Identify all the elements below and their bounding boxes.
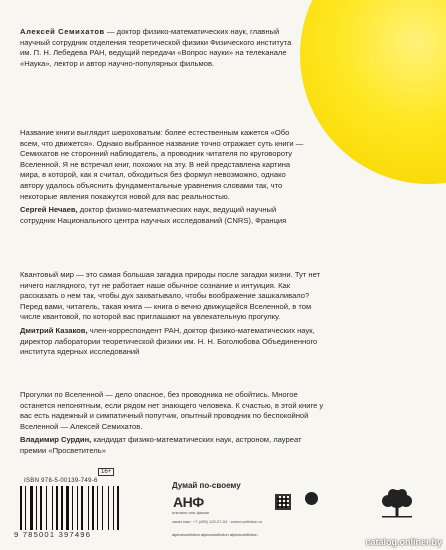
- quote-3: [20, 390, 325, 457]
- barcode-stripe: [81, 486, 83, 530]
- barcode: [14, 478, 126, 542]
- quote-attribution: [20, 205, 310, 226]
- barcode-stripe: [20, 486, 22, 530]
- barcode-stripe: [110, 486, 112, 530]
- author-bio: [20, 27, 302, 69]
- barcode-stripe: [34, 486, 35, 530]
- barcode-stripe: [88, 486, 89, 530]
- quote-author-desc: доктор физико-математических наук, ведущий научный сотрудник Национального центра научных исследований (CNRS), Франция: [20, 205, 287, 225]
- barcode-stripe: [48, 486, 51, 530]
- barcode-stripe: [115, 486, 116, 530]
- quote-attribution: [20, 435, 325, 456]
- quote-2: [20, 270, 325, 358]
- barcode-stripe: [25, 486, 26, 530]
- publisher-name: альпина нон-фикшн: [172, 510, 210, 515]
- quote-1: [20, 128, 310, 226]
- barcode-stripe: [117, 486, 119, 530]
- barcode-stripe: [40, 486, 42, 530]
- barcode-stripe: [23, 486, 24, 530]
- barcode-stripe: [108, 486, 109, 530]
- isbn: ISBN 978-5-00139-749-6: [24, 478, 98, 484]
- author-bio-text: — доктор физико-математических наук, главный научный сотрудник отделения теоретической физики Физического института им. П. Н. Лебедева РАН, ведущий передачи «Вопрос науки» на телеканале «Наука», лектор и автор научно-популярных фильмов.: [20, 27, 292, 68]
- quote-author: Владимир Сурдин,: [20, 435, 92, 445]
- quote-author-desc: член-корреспондент РАН, доктор физико-математических наук, директор лаборатории теоретической физики им. Н. Н. Боголюбова Объединенного института ядерных исследований: [20, 325, 318, 357]
- barcode-stripe: [64, 486, 65, 530]
- barcode-stripe: [84, 486, 87, 530]
- series-name: Думай по-своему: [172, 481, 241, 490]
- age-rating: 16+: [98, 468, 114, 476]
- barcode-stripe: [99, 486, 101, 530]
- barcode-number: 9 785001 397496: [14, 530, 92, 539]
- quote-author: Дмитрий Казаков,: [20, 325, 88, 335]
- quote-text: Название книги выглядит шероховатым: более естественным кажется «Обо всем, что движется». Однако выбранное название точно отражает суть книги — Семихатов не сторонний наблюдатель, а проводник читателя по круговороту Вселенной. Я не встречал книг, похожих на эту. В ней представлена картина мира, в которой, как я считал, обходиться без формул невозможно, однако автору удалось объяснить фундаментальные уравнения словами так, что некоторые явления покажутся новой для вас реальностью.: [20, 128, 304, 201]
- quote-author: Сергей Нечаев,: [20, 205, 78, 215]
- barcode-stripe: [92, 486, 94, 530]
- barcode-stripe: [77, 486, 78, 530]
- barcode-stripe: [90, 486, 91, 530]
- barcode-stripe: [70, 486, 71, 530]
- barcode-stripe: [79, 486, 80, 530]
- quote-text: Квантовый мир — это самая большая загадка природы после загадки жизни. Тут нет ничего наглядного, тут не работает наше обычное сознание и интуиция. Как рассказать о нем так, чтобы дух захватывало, чтобы воображение зашкаливало? Перед вами, читатель, такая книга — книга о вечно движущейся Вселенной, в том числе квантовой, по которой вас приглашают на увлекательную прогулку.: [20, 270, 321, 322]
- quote-attribution: [20, 326, 325, 358]
- barcode-stripe: [27, 486, 29, 530]
- qr-code-icon: [275, 494, 291, 510]
- publisher-contacts: заказ книг: +7 (495) 120-07-04 · www.nonfiction.ru: [172, 519, 263, 524]
- quote-author-desc: кандидат физико-математических наук, астроном, лауреат премии «Просветитель»: [20, 435, 302, 455]
- barcode-stripe: [104, 486, 107, 530]
- quote-text: Прогулки по Вселенной — дело опасное, без проводника не обойтись. Многое останется непонятным, если рядом нет знающего человека. К счастью, в этой книге у вас есть надежный и симпатичный попутчик, опытный проводник по беспокойной Вселенной — Алексей Семихатов.: [20, 390, 324, 431]
- award-badge-icon: [305, 492, 318, 505]
- barcode-stripe: [46, 486, 47, 530]
- barcode-bars: [20, 486, 124, 530]
- tree-icon: [376, 487, 418, 519]
- watermark: catalog.onliner.by: [365, 537, 442, 547]
- barcode-stripe: [72, 486, 73, 530]
- author-name: Алексей Семихатов: [20, 27, 105, 36]
- barcode-stripe: [113, 486, 114, 530]
- barcode-stripe: [97, 486, 98, 530]
- barcode-stripe: [61, 486, 63, 530]
- barcode-stripe: [74, 486, 76, 530]
- barcode-stripe: [54, 486, 55, 530]
- barcode-stripe: [36, 486, 37, 530]
- publisher-logo: АНФ: [173, 494, 204, 510]
- barcode-stripe: [120, 486, 121, 530]
- barcode-stripe: [102, 486, 103, 530]
- barcode-stripe: [59, 486, 60, 530]
- barcode-stripe: [56, 486, 58, 530]
- social-links: alpinanonfiction alpinanonfiction alpinanonfiction: [172, 532, 258, 537]
- barcode-stripe: [30, 486, 33, 530]
- barcode-stripe: [66, 486, 69, 530]
- barcode-stripe: [95, 486, 96, 530]
- yellow-sun-graphic: [300, 0, 446, 184]
- barcode-stripe: [38, 486, 39, 530]
- barcode-stripe: [43, 486, 45, 530]
- barcode-stripe: [52, 486, 53, 530]
